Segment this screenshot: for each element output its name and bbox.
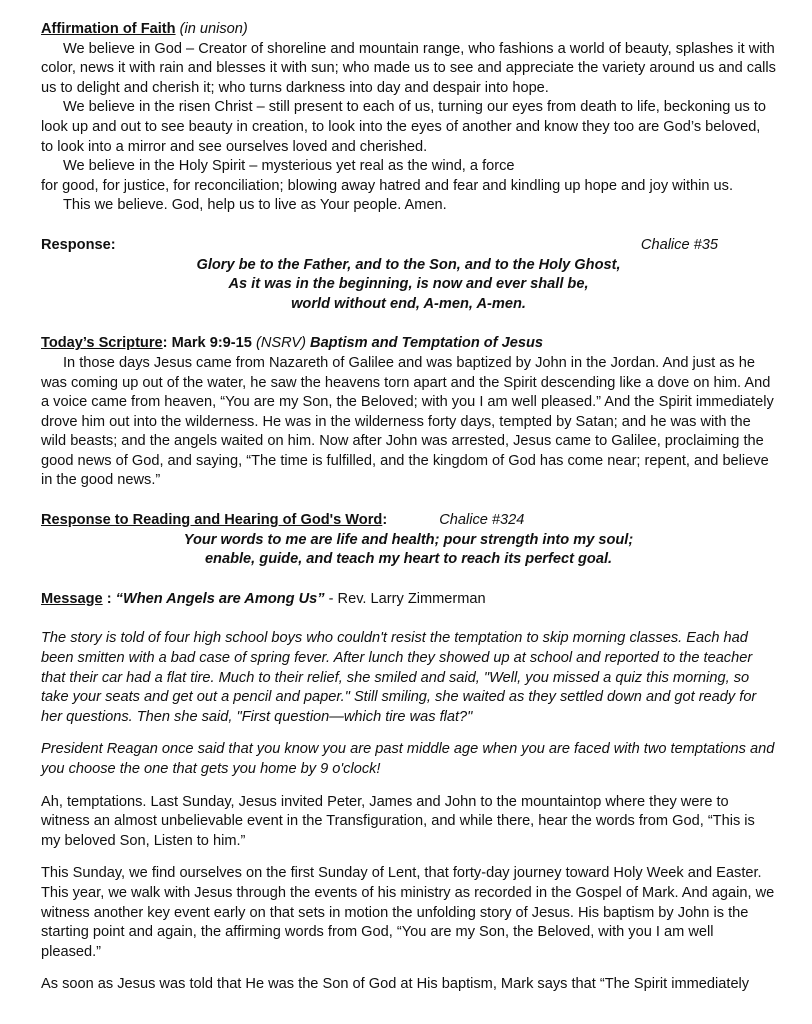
scripture-version: (NSRV) — [255, 335, 306, 352]
message-author: - Rev. Larry Zimmerman — [324, 590, 486, 607]
message-reagan-paragraph: President Reagan once said that you know you are past middle age when you are faced with two temptations and you choose the one that gets you home by 9 o'clock! — [41, 741, 775, 777]
affirmation-heading-line — [41, 20, 776, 40]
affirmation-line-1: We believe in God – Creator of shoreline and mountain range, who fashions a world of beauty, splashes it with color, news it with rain and blesses it with sun; who made us to see and appreciate the variety around us and calls us to delight and cherish it; who turns darkness into day and despair into hope. — [41, 40, 776, 96]
response-section — [41, 236, 776, 314]
message-story-paragraph: The story is told of four high school boys who couldn't resist the temptation to skip morning classes. Each had been smitten with a bad case of spring fever. After lunch they showed up at school and reported to the teacher that their car had a flat tire. Much to their relief, she smiled and said, "Well, you missed a quiz this morning, so take your seats and get out a pencil and paper." Still smiling, she waited as they settled down and got ready for her questions. Then she said, "First question—which tire was flat?" — [41, 630, 757, 725]
message-section — [41, 590, 776, 995]
affirmation-heading: Affirmation of Faith — [41, 21, 176, 37]
message-paragraph-2: This Sunday, we find ourselves on the first Sunday of Lent, that forty-day journey toward Holy Week and Easter. This year, we walk with Jesus through the events of his ministry as recorded in the Gospel of Mark. And again, we witness another key event early on that sets in motion the unfolding story of Jesus. His baptism by John is the starting point and again, the affirming words from God, “You are my Son, the Beloved, with you I am well pleased.” — [41, 865, 775, 960]
response-reading-heading: Response to Reading and Hearing of God's Word — [41, 512, 383, 529]
message-paragraph-3: As soon as Jesus was told that He was the Son of God at His baptism, Mark says that “The Spirit immediately — [41, 976, 750, 993]
message-heading: Message — [41, 590, 103, 607]
message-heading-line — [41, 590, 776, 610]
scripture-reference: Mark 9:9-15 — [167, 335, 256, 352]
response-reading-colon: : — [382, 512, 388, 529]
response-header — [41, 236, 776, 256]
response-reading-heading-line — [41, 511, 776, 531]
affirmation-line-3: We believe in the Holy Spirit – mysterious yet real as the wind, a force — [63, 158, 515, 175]
response-reading-line-2: enable, guide, and teach my heart to reach its perfect goal. — [204, 551, 613, 568]
scripture-heading-line — [41, 334, 776, 354]
response-hymn-number: Chalice #35 — [640, 236, 718, 253]
message-separator: : — [102, 590, 116, 607]
message-paragraph-1: Ah, temptations. Last Sunday, Jesus invited Peter, James and John to the mountaintop where they were to witness an almost unbelievable event in the Transfiguration, and while there, hear the words from God, “This is my beloved Son, Listen to him.” — [41, 793, 755, 849]
scripture-title-initial: B — [305, 335, 321, 352]
response-label: Response: — [41, 236, 116, 253]
scripture-text: In those days Jesus came from Nazareth of Galilee and was baptized by John in the Jordan. And just as he was coming up out of the water, he saw the heavens torn apart and the Spirit descending like a dove on him. And a voice came from heaven, “You are my Son, the Beloved; with you I am well pleased.” And the Spirit immediately drove him out into the wilderness. He was in the wilderness forty days, tempted by Satan; and he was with the wild beasts; and the angels waited on him. Now after John was arrested, Jesus came to Galilee, proclaiming the good news of God, and saying, “The time is fulfilled, and the kingdom of God has come near; repent, and believe in the good news.” — [41, 354, 774, 489]
response-line-2: As it was in the beginning, is now and ever shall be, — [228, 276, 589, 293]
scripture-title: aptism and Temptation of Jesus — [320, 335, 544, 352]
affirmation-heading-note: (in unison) — [179, 21, 248, 37]
message-title: “When Angels are Among Us” — [115, 590, 325, 607]
scripture-colon: : — [162, 335, 168, 352]
scripture-heading: Today’s Scripture — [41, 335, 163, 352]
response-line-3: world without end, A-men, A-men. — [291, 295, 526, 312]
response-reading-line-1: Your words to me are life and health; pour strength into my soul; — [183, 531, 634, 548]
response-reading-section — [41, 511, 776, 570]
affirmation-section — [41, 20, 776, 216]
affirmation-line-4: for good, for justice, for reconciliation; blowing away hatred and fear and kindling up hope and joy within us. — [41, 177, 733, 194]
response-line-1: Glory be to the Father, and to the Son, and to the Holy Ghost, — [196, 256, 621, 273]
response-reading-hymn-number: Chalice #324 — [439, 512, 525, 529]
affirmation-line-5: This we believe. God, help us to live as Your people. Amen. — [63, 197, 447, 214]
scripture-section — [41, 334, 776, 491]
affirmation-line-2: We believe in the risen Christ – still present to each of us, turning our eyes from death to life, beckoning us to look up and out to see beauty in creation, to look into the eyes of another and know they too are God’s beloved, to look into a mirror and see ourselves loved and cherished. — [41, 99, 767, 155]
